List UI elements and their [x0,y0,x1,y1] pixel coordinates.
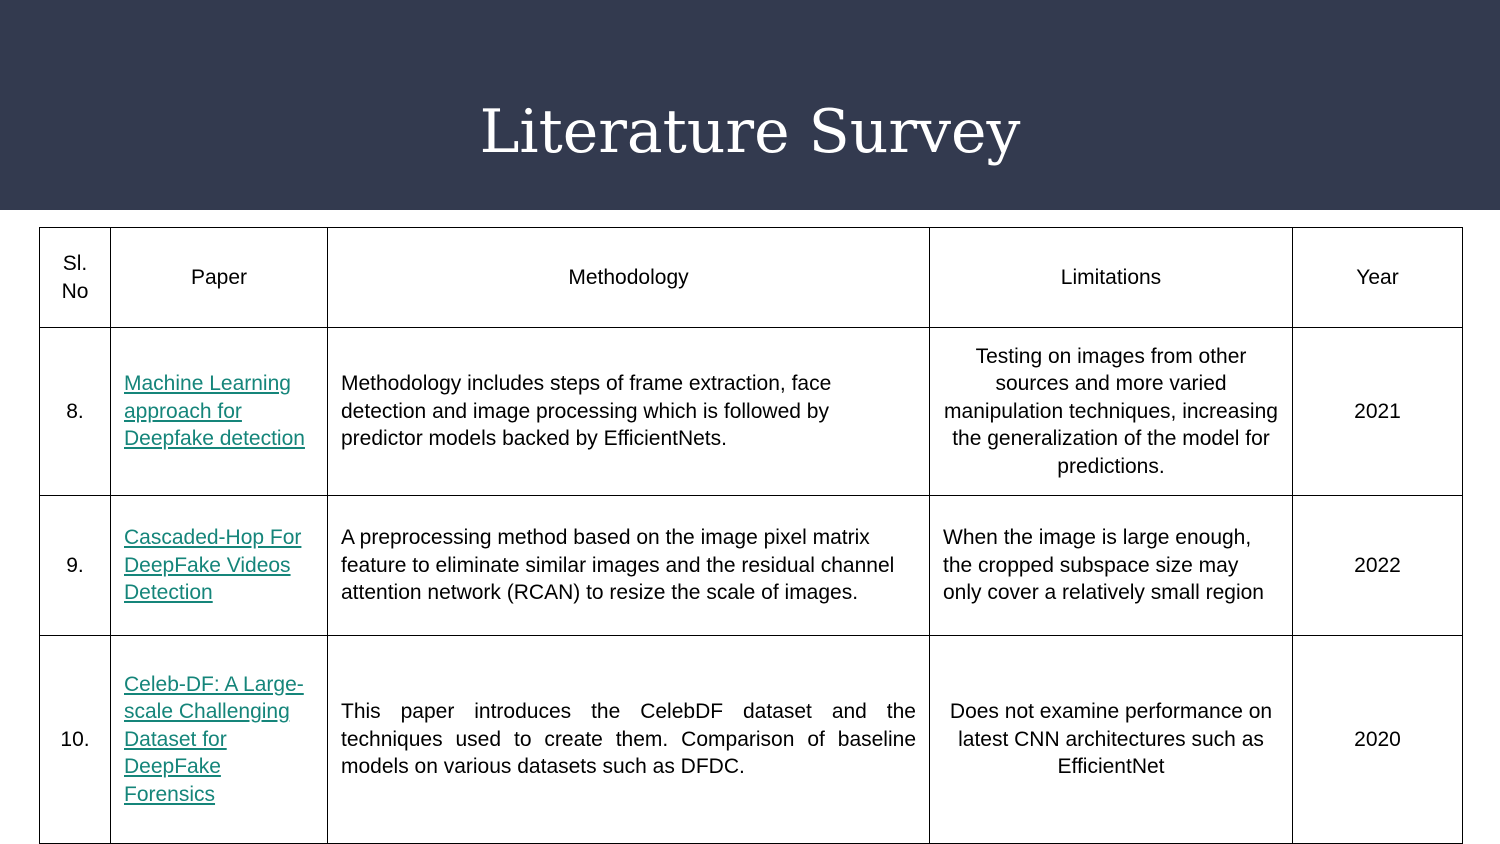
table-row [40,636,1463,844]
header-paper: Paper [111,228,328,328]
cell-year: 2020 [1293,636,1463,844]
cell-slno: 9. [40,496,111,636]
paper-link[interactable]: Machine Learning approach for Deepfake detection [124,372,305,451]
cell-paper [111,328,328,496]
table-header-row [40,228,1463,328]
cell-limitations: When the image is large enough, the cropped subspace size may only cover a relatively small region [930,496,1293,636]
cell-methodology: This paper introduces the CelebDF dataset and the techniques used to create them. Comparison of baseline models on various datasets such as DFDC. [328,636,930,844]
cell-year: 2022 [1293,496,1463,636]
header-methodology: Methodology [328,228,930,328]
cell-limitations: Does not examine performance on latest CNN architectures such as EfficientNet [930,636,1293,844]
cell-slno: 8. [40,328,111,496]
cell-methodology: Methodology includes steps of frame extraction, face detection and image processing which is followed by predictor models backed by EfficientNets. [328,328,930,496]
paper-link[interactable]: Celeb-DF: A Large-scale Challenging Dataset for DeepFake Forensics [124,672,304,806]
header-year: Year [1293,228,1463,328]
table-row [40,496,1463,636]
cell-slno: 10. [40,636,111,844]
cell-paper [111,636,328,844]
cell-limitations: Testing on images from other sources and more varied manipulation techniques, increasing the generalization of the model for predictions. [930,328,1293,496]
page-title: Literature Survey [479,97,1021,167]
header-slno [40,228,111,328]
cell-year: 2021 [1293,328,1463,496]
paper-link[interactable]: Cascaded-Hop For DeepFake Videos Detection [124,526,302,605]
header-limitations: Limitations [930,228,1293,328]
cell-paper [111,496,328,636]
header-slno-text: Sl. No [61,252,89,303]
table-row [40,328,1463,496]
cell-methodology: A preprocessing method based on the image pixel matrix feature to eliminate similar images and the residual channel attention network (RCAN) to resize the scale of images. [328,496,930,636]
literature-table [39,227,1463,844]
title-banner [0,0,1500,210]
